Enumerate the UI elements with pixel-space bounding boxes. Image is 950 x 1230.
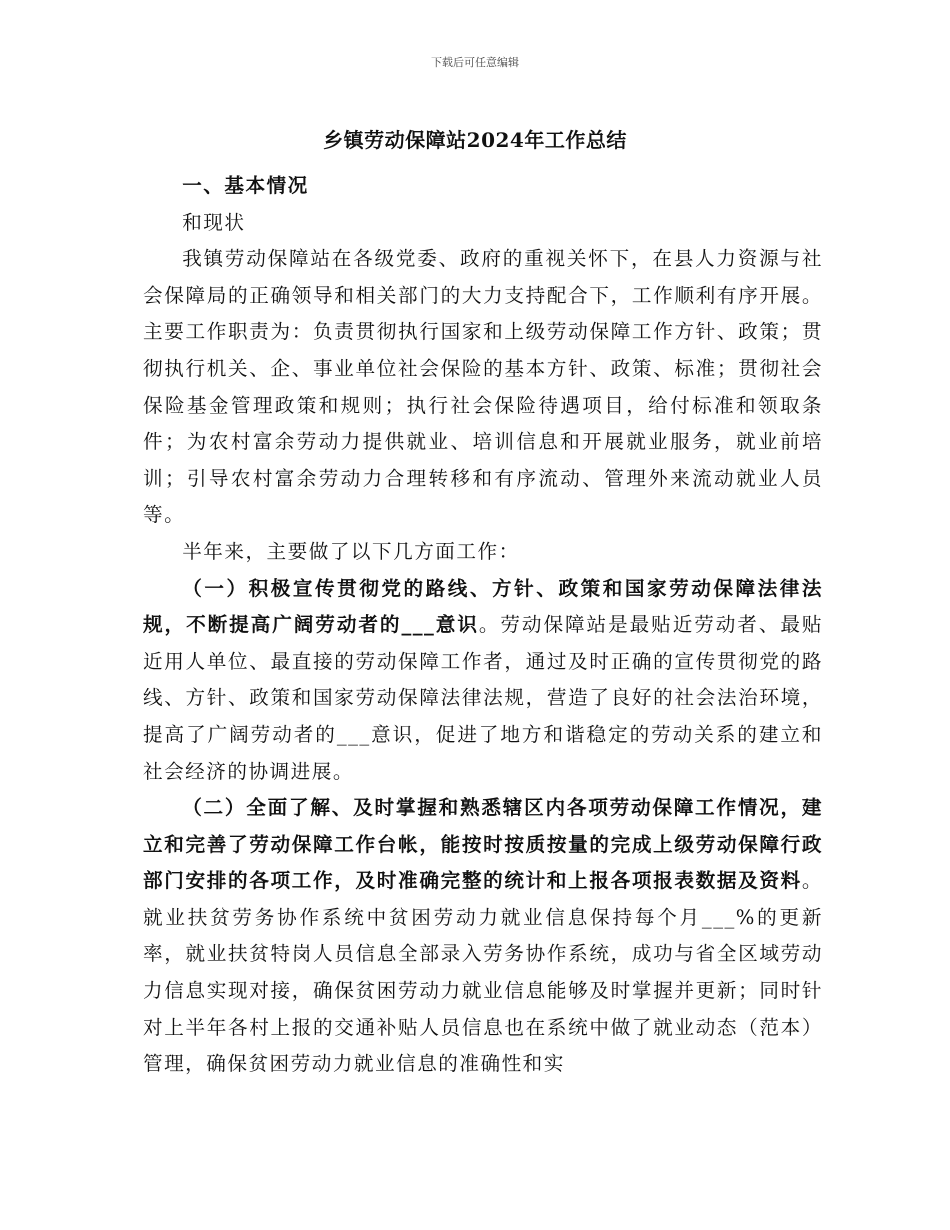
section-subheading: 和现状 <box>182 210 246 234</box>
item-one-text: 。劳动保障站是最贴近劳动者、最贴近用人单位、最直接的劳动保障工作者，通过及时正确的宣传贯彻党的路线、方针、政策和国家劳动保障法律法规，营造了良好的社会法治环境，提高了广阔劳动者的___意识，促进了地方和谐稳定的劳动关系的建立和社会经济的协调进展。 <box>143 613 824 783</box>
item-two-text: 。就业扶贫劳务协作系统中贫困劳动力就业信息保持每个月___%的更新率，就业扶贫特岗人员信息全部录入劳务协作系统，成功与省全区域劳动力信息实现对接，确保贫困劳动力就业信息能够及时掌握并更新；同时针对上半年各村上报的交通补贴人员信息也在系统中做了就业动态（范本）管理，确保贫困劳动力就业信息的准确性和实 <box>143 869 823 1076</box>
item-two-paragraph <box>143 790 823 1083</box>
half-year-paragraph: 半年来，主要做了以下几方面工作： <box>182 539 520 563</box>
section-heading: 一、基本情况 <box>182 174 309 197</box>
item-one-paragraph <box>143 571 823 791</box>
item-two-lead: （二）全面了解、及时掌握和熟悉辖区内各项劳动保障工作情况，建立和完善了劳动保障工作台帐，能按时按质按量的完成上级劳动保障行政部门安排的各项工作，及时准确完整的统计和上报各项报表数据及资料 <box>143 796 823 893</box>
item-one-lead: （一）积极宣传贯彻党的路线、方针、政策和国家劳动保障法律法规，不断提高广阔劳动者的___意识 <box>143 576 823 637</box>
document-title: 乡镇劳动保障站2024年工作总结 <box>323 128 627 152</box>
document-body <box>143 168 823 1083</box>
page-header-note: 下载后可任意编辑 <box>431 56 519 69</box>
intro-paragraph: 我镇劳动保障站在各级党委、政府的重视关怀下，在县人力资源与社会保障局的正确领导和相关部门的大力支持配合下，工作顺利有序开展。主要工作职责为：负责贯彻执行国家和上级劳动保障工作方针、政策；贯彻执行机关、企、事业单位社会保险的基本方针、政策、标准；贯彻社会保险基金管理政策和规则；执行社会保险待遇项目，给付标准和领取条件；为农村富余劳动力提供就业、培训信息和开展就业服务，就业前培训；引导农村富余劳动力合理转移和有序流动、管理外来流动就业人员等。 <box>143 247 823 527</box>
